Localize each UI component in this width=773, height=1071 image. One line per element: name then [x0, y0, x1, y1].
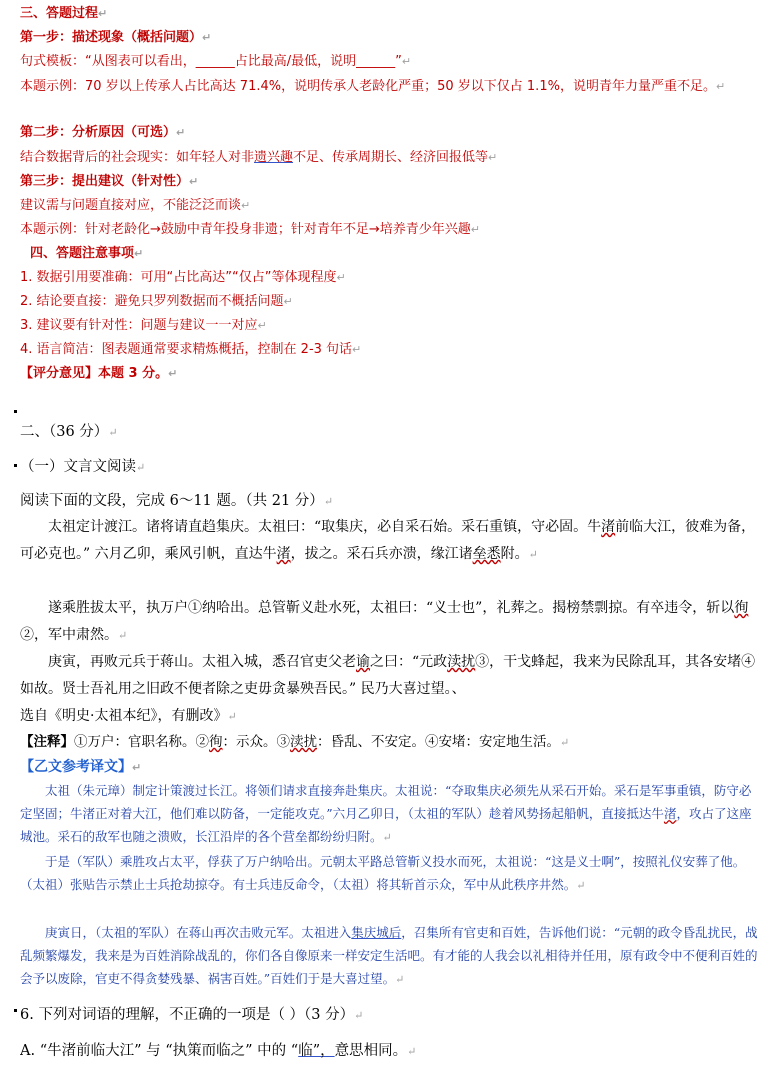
translation-paragraph-3: 庚寅日，（太祖的军队）在蒋山再次击败元军。太祖进入集庆城后，召集所有官吏和百姓，告诉他们说：“元朝的政令昏乱扰民，战乱频繁爆发，我来是为百姓消除战乱的，你们各自像原来一样安定生活吧。有才能的人我会以礼相待并任用，原有政令中不便利百姓的会予以废除，官吏不得贪婪残暴、祸害百姓。”百姓们于是大喜过望。↵ [20, 925, 758, 986]
part2-sub-heading: （一）文言文阅读↵ [20, 459, 146, 475]
notes-line: 【注释】①万户：官职名称。②徇：示众。③渎扰：昏乱、不安定。④安堵：安定地生活。↵ [20, 734, 570, 750]
translation-title: 【乙文参考译文】↵ [20, 759, 142, 775]
step2-heading: 第二步：分析原因（可选）↵ [20, 125, 186, 140]
reason-line: 结合数据背后的社会现实：如年轻人对非遗兴趣不足、传承周期长、经济回报低等↵ [20, 150, 498, 165]
translation-paragraph-2: 于是（军队）乘胜攻占太平，俘获了万户纳哈出。元朝太平路总管靳义投水而死，太祖说：“这是义士啊”，按照礼仪安葬了他。（太祖）张贴告示禁止士兵抢劫掠夺。有士兵违反命令，（太祖）将其斩首示众，军中从此秩序井然。↵ [20, 854, 746, 892]
note-item-2: 2. 结论要直接：避免只罗列数据而不概括问题↵ [20, 294, 293, 309]
step1-heading: 第一步：描述现象（概括问题）↵ [20, 30, 212, 45]
question6-option-a: A. “牛渚前临大江” 与 “执策而临之” 中的 “临”，意思相同。↵ [20, 1043, 417, 1059]
step3-heading: 第三步：提出建议（针对性）↵ [20, 174, 199, 189]
classical-paragraph-1: 太祖定计渡江。诸将请直趋集庆。太祖曰：“取集庆，必自采石始。采石重镇，守必固。牛渚前临大江，彼难为备，可必克也。” 六月乙卯，乘风引帆，直达牛渚，拔之。采石兵亦溃，缘江诸垒悉附。↵ [20, 519, 756, 562]
paragraph-mark [14, 1009, 17, 1012]
section3-heading: 三、答题过程↵ [20, 6, 108, 21]
note-item-1: 1. 数据引用要准确：可用“占比高达”“仅占”等体现程度↵ [20, 270, 346, 285]
note-item-3: 3. 建议要有针对性：问题与建议一一对应↵ [20, 318, 267, 333]
note-item-4: 4. 语言简洁：图表题通常要求精炼概括，控制在 2-3 句话↵ [20, 342, 362, 357]
instruction-line: 阅读下面的文段，完成 6～11 题。（共 21 分）↵ [20, 493, 334, 509]
advice-line: 建议需与问题直接对应，不能泛泛而谈↵ [20, 198, 251, 213]
paragraph-mark [14, 410, 17, 413]
question6-stem: 6. 下列对词语的理解，不正确的一项是（ ）（3 分）↵ [20, 1007, 364, 1023]
paragraph-mark [14, 464, 17, 467]
classical-paragraph-3: 庚寅，再败元兵于蒋山。太祖入城，悉召官吏父老谕之曰：“元政渎扰③，干戈蜂起，我来为民除乱耳，其各安堵④如故。贤士吾礼用之旧政不便者除之吏毋贪暴殃吾民。” 民乃大喜过望。、 选自《明史·太祖本纪》，有删改》↵ [20, 654, 756, 724]
section4-heading: 四、答题注意事项↵ [30, 246, 144, 261]
score-line: 【评分意见】本题 3 分。↵ [20, 366, 178, 381]
part2-heading: 二、（36 分）↵ [20, 424, 118, 440]
classical-paragraph-2: 遂乘胜拔太平，执万户①纳哈出。总管靳义赴水死，太祖曰：“义士也”，礼葬之。揭榜禁剽掠。有卒违令，斩以徇②，军中肃然。↵ [20, 600, 749, 643]
example1-text: 本题示例：70 岁以上传承人占比高达 71.4%，说明传承人老龄化严重；50 岁以下仅占 1.1%，说明青年力量严重不足。↵ [20, 79, 726, 94]
template-line: 句式模板：“从图表可以看出，______占比最高/最低，说明______”↵ [20, 54, 412, 69]
translation-paragraph-1: 太祖（朱元璋）制定计策渡过长江。将领们请求直接奔赴集庆。太祖说：“夺取集庆必须先从采石开始。采石是军事重镇，防守必定坚固；牛渚正对着大江，他们难以防备，一定能攻克。”六月乙卯日，（太祖的军队）趁着风势扬起船帆，直接抵达牛渚，攻占了这座城池。采石的敌军也随之溃败，长江沿岸的各个营垒都纷纷归附。↵ [20, 783, 752, 844]
example2-line: 本题示例：针对老龄化→鼓励中青年投身非遗；针对青年不足→培养青少年兴趣↵ [20, 222, 481, 237]
